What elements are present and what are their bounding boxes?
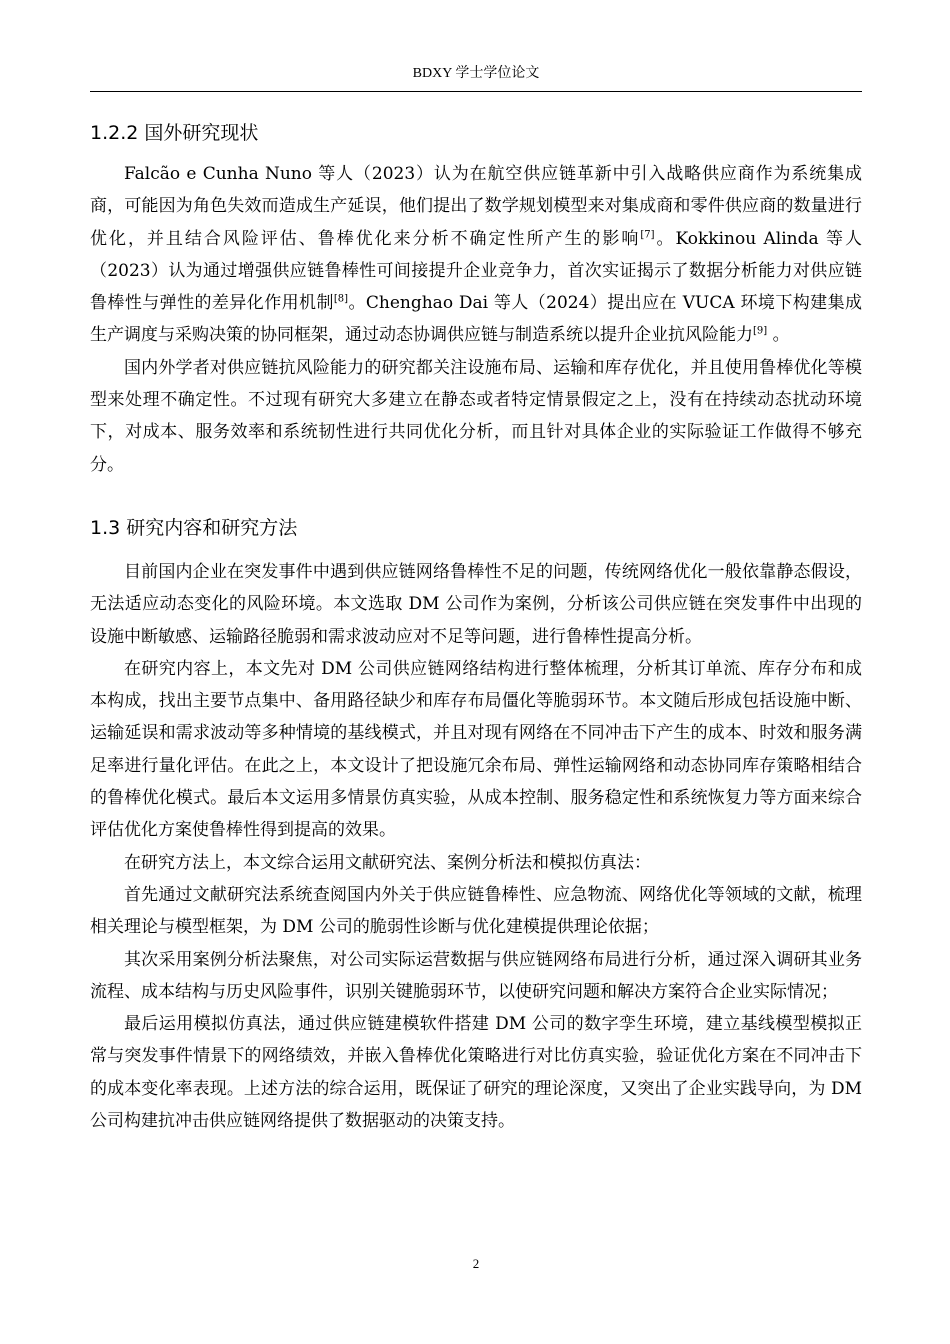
paragraph-literature-method: 首先通过文献研究法系统查阅国内外关于供应链鲁棒性、应急物流、网络优化等领域的文献，梳理相关理论与模型框架，为 DM 公司的脆弱性诊断与优化建模提供理论依据；	[90, 884, 862, 938]
page-body	[90, 120, 862, 1137]
paragraph-summary: 国内外学者对供应链抗风险能力的研究都关注设施布局、运输和库存优化，并且使用鲁棒优化等模型来处理不确定性。不过现有研究大多建立在静态或者特定情景假定之上，没有在持续动态扰动环境下，对成本、服务效率和系统韧性进行共同优化分析，而且针对具体企业的实际验证工作做得不够充分。	[90, 357, 862, 475]
paragraph-text: 。	[767, 325, 790, 346]
paragraph-simulation-method: 最后运用模拟仿真法，通过供应链建模软件搭建 DM 公司的数字孪生环境，建立基线模型模拟正常与突发事件情景下的网络绩效，并嵌入鲁棒优化策略进行对比仿真实验，验证优化方案在不同冲击下的成本变化率表现。上述方法的综合运用，既保证了研究的理论深度，又突出了企业实践导向，为 DM 公司构建抗冲击供应链网络提供了数据驱动的决策支持。	[90, 1014, 862, 1132]
citation-ref: [7]	[640, 228, 655, 240]
section-heading-1-2-2: 1.2.2 国外研究现状	[90, 122, 259, 144]
paragraph-text: Falcão e Cunha Nuno 等人（2023）认为在航空供应链革新中引入战略供应商作为系统集成商，可能因为角色失效而造成生产延误，他们提出了数学规划模型来对集成商和零件供应商的数量进行优化，并且结合风险评估、鲁棒优化来分析不确定性所产生的影响	[90, 164, 862, 249]
paragraph-case-method: 其次采用案例分析法聚焦，对公司实际运营数据与供应链网络布局进行分析，通过深入调研其业务流程、成本结构与历史风险事件，识别关键脆弱环节，以使研究问题和解决方案符合企业实际情况；	[90, 949, 862, 1002]
running-header: BDXY 学士学位论文	[412, 66, 540, 81]
page-number: 2	[472, 1256, 480, 1271]
citation-ref: [8]	[333, 293, 349, 305]
paragraph-methods-intro: 在研究方法上，本文综合运用文献研究法、案例分析法和模拟仿真法：	[124, 852, 651, 873]
paragraph-text: 。Chenghao Dai 等人（2024）提出应在 VUCA 环境下构建集成生产调度与采购决策的协同框架，通过动态协调供应链与制造系统以提升企业抗风险能力	[90, 293, 862, 346]
paragraph-foreign-research	[90, 158, 862, 352]
citation-ref: [9]	[753, 325, 768, 337]
section-heading-1-3: 1.3 研究内容和研究方法	[90, 516, 298, 539]
paragraph-text: 。Kokkinou Alinda 等人（2023）认为通过增强供应链鲁棒性可间接提升企业竞争力，首次实证揭示了数据分析能力对供应链鲁棒性与弹性的差异化作用机制	[90, 228, 862, 314]
paragraph-background: 目前国内企业在突发事件中遇到供应链网络鲁棒性不足的问题，传统网络优化一般依靠静态假设，无法适应动态变化的风险环境。本文选取 DM 公司作为案例，分析该公司供应链在突发事件中出现的设施中断敏感、运输路径脆弱和需求波动应对不足等问题，进行鲁棒性提高分析。	[90, 561, 862, 647]
header-divider	[90, 91, 862, 92]
paragraph-research-content: 在研究内容上，本文先对 DM 公司供应链网络结构进行整体梳理，分析其订单流、库存分布和成本构成，找出主要节点集中、备用路径缺少和库存布局僵化等脆弱环节。本文随后形成包括设施中断、运输延误和需求波动等多种情境的基线模式，并且对现有网络在不同冲击下产生的成本、时效和服务满足率进行量化评估。在此之上，本文设计了把设施冗余布局、弹性运输网络和动态协同库存策略相结合的鲁棒优化模式。最后本文运用多情景仿真实验，从成本控制、服务稳定性和系统恢复力等方面来综合评估优化方案使鲁棒性得到提高的效果。	[90, 658, 862, 841]
